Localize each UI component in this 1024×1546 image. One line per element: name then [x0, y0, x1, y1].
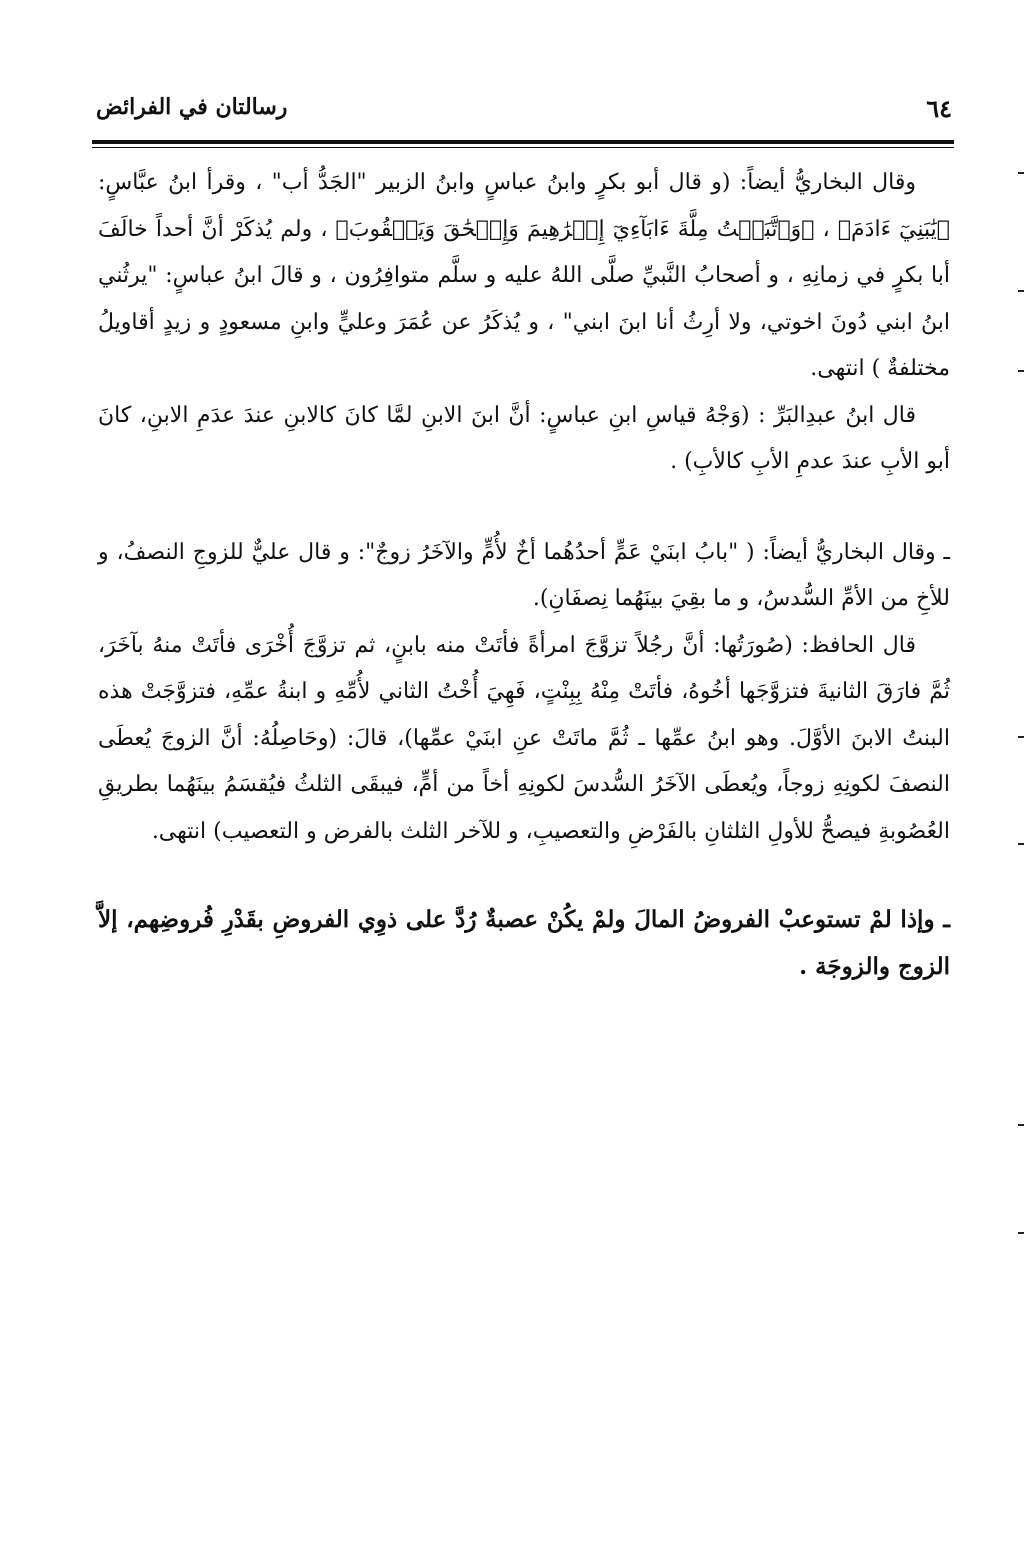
- running-title: رسالتان في الفرائض: [96, 94, 288, 120]
- scan-margin-mark: [1018, 370, 1024, 372]
- scan-margin-mark: [1018, 172, 1024, 174]
- paragraph-radd-rule: ـ وإذا لمْ تستوعبْ الفروضُ المالَ ولمْ يكُنْ عصبةٌ رُدَّ على ذوِي الفروضِ بقَدْرِ فُروضِهم، إلاَّ الزوج والزوجَة .: [98, 906, 950, 980]
- paragraph-ibn-abdulbarr: قال ابنُ عبدِالبَرِّ : (وَجْهُ قياسِ ابنِ عباسٍ: أنَّ ابنَ الابنِ لمَّا كانَ كالابنِ عندَ عدَمِ الابنِ، كانَ أبو الأبِ عندَ عدمِ الأبِ كالأبِ) .: [98, 402, 950, 474]
- page-body: [98, 160, 950, 990]
- header-rule: [92, 140, 954, 148]
- paragraph-spacer: [98, 486, 950, 530]
- paragraph-spacer: [98, 855, 950, 897]
- page-number: ٦٤: [926, 94, 952, 123]
- paragraph-bukhari-grandfather: وقال البخاريُّ أيضاً: (و قال أبو بكرٍ وابنُ عباسٍ وابنُ الزبير "الجَدُّ أب" ، وقرأ ابنُ عبَّاسٍ: ﴿يَٰبَنِيٓ ءَادَمَ﴾ ، ﴿وَٱتَّبَعۡتُ مِلَّةَ ءَابَآءِيٓ إِبۡرَٰهِيمَ وَإِسۡحَٰقَ وَيَعۡقُوبَ﴾ ، ولم يُذكَرْ أنَّ أحداً خالَفَ أبا بكرٍ في زمانِهِ ، و أصحابُ النَّبيِّ صلَّى اللهُ عليه و سلَّم متوافِرُون ، و قالَ ابنُ عباسٍ: "يرثُني ابنُ ابني دُونَ اخوتي، ولا أرِثُ أنا ابنَ ابني" ، و يُذكَرُ عن عُمَرَ وعليٍّ وابنِ مسعودٍ و زيدٍ أقاويلُ مختلفةٌ ) انتهى.: [98, 170, 950, 381]
- paragraph-bukhari-cousins: ـ وقال البخاريُّ أيضاً: ( "بابُ ابنَيْ عَمٍّ أحدُهُما أخٌ لأُمٍّ والآخَرُ زوجٌ": و قال عليٌّ للزوجِ النصفُ، و للأخِ من الأمِّ السُّدسُ، و ما بقِيَ بينَهُما نِصفَانِ).: [98, 539, 950, 611]
- scan-margin-mark: [1018, 290, 1024, 292]
- paragraph-hafiz: قال الحافظ: (صُورَتُها: أنَّ رجُلاً تزوَّجَ امرأةً فأتَتْ منه بابنٍ، ثم تزوَّجَ أُخْرَى فأتَتْ منهُ بآخَرَ، ثُمَّ فارَقَ الثانيةَ فتزوَّجَها أخُوهُ، فأتَتْ مِنْهُ بِبِنْتٍ، فَهِيَ أُخْتُ الثاني لأُمِّهِ و ابنةُ عمِّهِ، فتزوَّجَتْ هذه البنتُ الابنَ الأوَّلَ. وهو ابنُ عمِّها ـ ثُمَّ ماتَتْ عنِ ابنَيْ عمِّها)، قالَ: (وحَاصِلُهُ: أنَّ الزوجَ يُعطَى النصفَ لكونِهِ زوجاً، ويُعطَى الآخَرُ السُّدسَ لكونِهِ أخاً من أمٍّ، فيبقَى الثلثُ فيُقسَمُ بينَهُما بطريقِ العُصُوبةِ فيصحُّ للأولِ الثلثانِ بالفَرْضِ والتعصيبِ، و للآخر الثلث بالفرض و التعصيب) انتهى.: [98, 632, 950, 844]
- page-header: [96, 92, 952, 132]
- scan-margin-mark: [1018, 736, 1024, 738]
- scan-margin-mark: [1018, 1124, 1024, 1126]
- scan-margin-mark: [1018, 1232, 1024, 1234]
- scan-margin-mark: [1018, 843, 1024, 845]
